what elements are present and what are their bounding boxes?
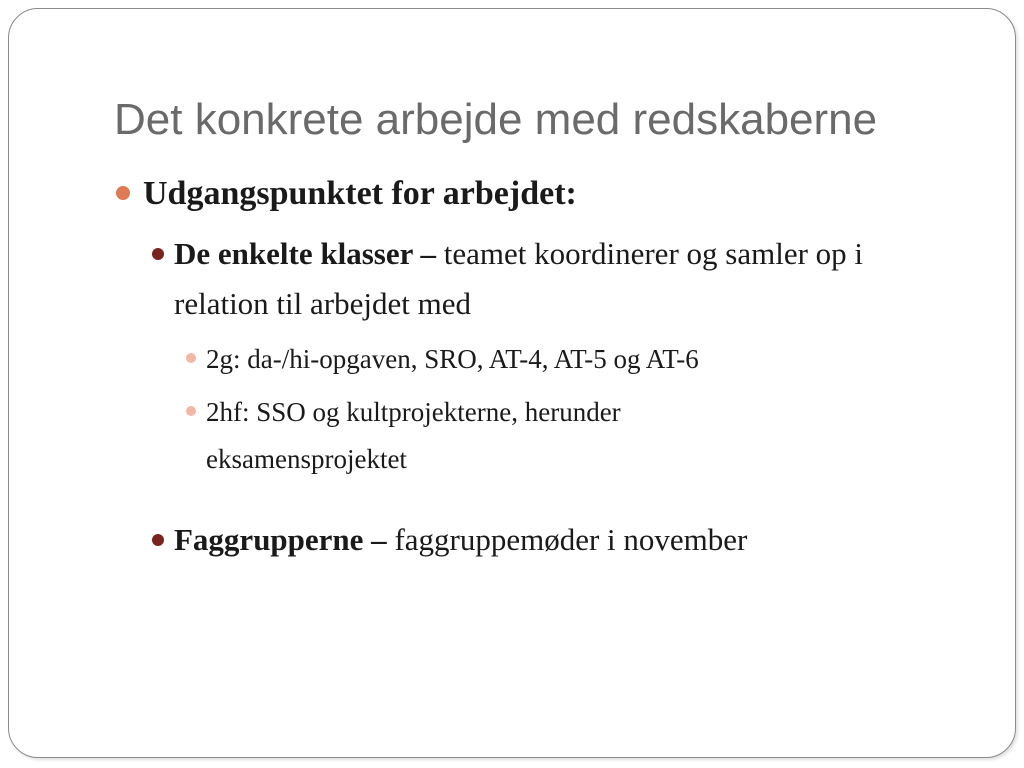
bullet-text: 2g: da-/hi-opgaven, SRO, AT-4, AT-5 og AT-6 — [206, 344, 699, 374]
bullet-dot-icon — [186, 353, 196, 363]
bullet-level3-2hf — [206, 389, 806, 483]
bullet-dot-icon — [152, 248, 164, 260]
bullet-dot-icon — [152, 534, 164, 546]
bullet-level2-klasser — [174, 229, 914, 329]
bullet-text: 2hf: SSO og kultprojekterne, herunder eksamensprojektet — [206, 397, 621, 474]
bullet-level3-2g — [206, 336, 846, 383]
bullet-text: Udgangspunktet for arbejdet: — [143, 175, 577, 212]
slide-title: Det konkrete arbejde med redskaberne — [114, 95, 878, 144]
bullet-bold-lead: De enkelte klasser – — [174, 236, 437, 271]
bullet-level2-faggrupper — [174, 515, 914, 565]
bullet-text: teamet koordinerer og samler op i relation til arbejdet med — [174, 236, 864, 321]
bullet-text: faggruppemøder i november — [386, 522, 748, 557]
bullet-bold-lead: Faggrupperne – — [174, 522, 387, 557]
bullet-level1-udgangspunkt — [143, 170, 577, 218]
bullet-dot-icon — [116, 186, 130, 200]
bullet-dot-icon — [186, 406, 196, 416]
